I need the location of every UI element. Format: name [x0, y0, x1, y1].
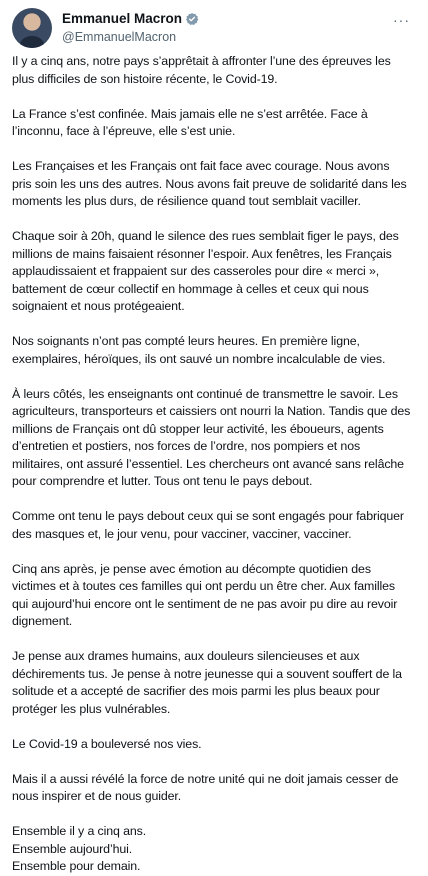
- display-name[interactable]: Emmanuel Macron: [62, 11, 183, 26]
- post-paragraph: Il y a cinq ans, notre pays s’apprêtait à affronter l’une des épreuves les plus difficiles de son histoire récente, le Covid-19.: [12, 54, 391, 86]
- post-paragraph: Je pense aux drames humains, aux douleurs silencieuses et aux déchirements tus. Je pense à notre jeunesse qui a souvent souffert de la solitude et a accepté de sacrifier des mois parmi les plus beaux pour protéger les plus vulnérables.: [12, 649, 402, 716]
- post-paragraph: Le Covid-19 a bouleversé nos vies.: [12, 736, 202, 751]
- avatar[interactable]: [12, 8, 52, 48]
- more-options-icon[interactable]: ···: [393, 12, 410, 28]
- post-paragraph: Nos soignants n’ont pas compté leurs heures. En première ligne, exemplaires, héroïques, ils ont sauvé un nombre incalculable de vies.: [12, 334, 386, 366]
- post-paragraph: La France s’est confinée. Mais jamais elle ne s’est arrêtée. Face à l’inconnu, face à l’épreuve, elle s’est unie.: [12, 106, 368, 138]
- verified-badge-icon: [185, 12, 199, 26]
- post-paragraph: Mais il a aussi révélé la force de notre unité qui ne doit jamais cesser de nous inspirer et de nous guider.: [12, 771, 399, 803]
- user-handle[interactable]: @EmmanuelMacron: [62, 30, 177, 44]
- post-paragraph: Comme ont tenu le pays debout ceux qui se sont engagés pour fabriquer des masques et, le jour venu, pour vacciner, vacciner, vacciner.: [12, 509, 404, 541]
- post-paragraph: Les Françaises et les Français ont fait face avec courage. Nous avons pris soin les uns des autres. Nous avons fait preuve de solidarité dans les moments les plus durs, de résilience quand tout semblait vaciller.: [12, 159, 407, 208]
- post-text: [12, 53, 412, 876]
- post-header: [12, 8, 412, 48]
- author-info: [62, 10, 199, 46]
- post-paragraph: Chaque soir à 20h, quand le silence des rues semblait figer le pays, des millions de mains faisaient résonner l’espoir. Aux fenêtres, les Français applaudissaient et frappaient sur des casseroles pour dire « merci », battement de cœur collectif en hommage à celles et ceux qui nous soignaient et nous protégeaient.: [12, 229, 399, 313]
- post-paragraph: Ensemble il y a cinq ans. Ensemble aujourd’hui. Ensemble pour demain.: [12, 824, 147, 873]
- display-name-row: [62, 10, 199, 28]
- post-paragraph: Cinq ans après, je pense avec émotion au décompte quotidien des victimes et à toutes ces familles qui ont perdu un être cher. Aux familles qui aujourd’hui encore ont le sentiment de ne pas avoir pu dire au revoir dignement.: [12, 561, 398, 628]
- post-paragraph: À leurs côtés, les enseignants ont continué de transmettre le savoir. Les agriculteurs, transporteurs et caissiers ont nourri la Nation. Tandis que des millions de Français ont dû stopper leur activité, les éboueurs, agents d’entretien et postiers, nos forces de l’ordre, nos pompiers et nos militaires, ont assuré l’essentiel. Les chercheurs ont avancé sans relâche pour comprendre et lutter. Tous ont tenu le pays debout.: [12, 386, 411, 488]
